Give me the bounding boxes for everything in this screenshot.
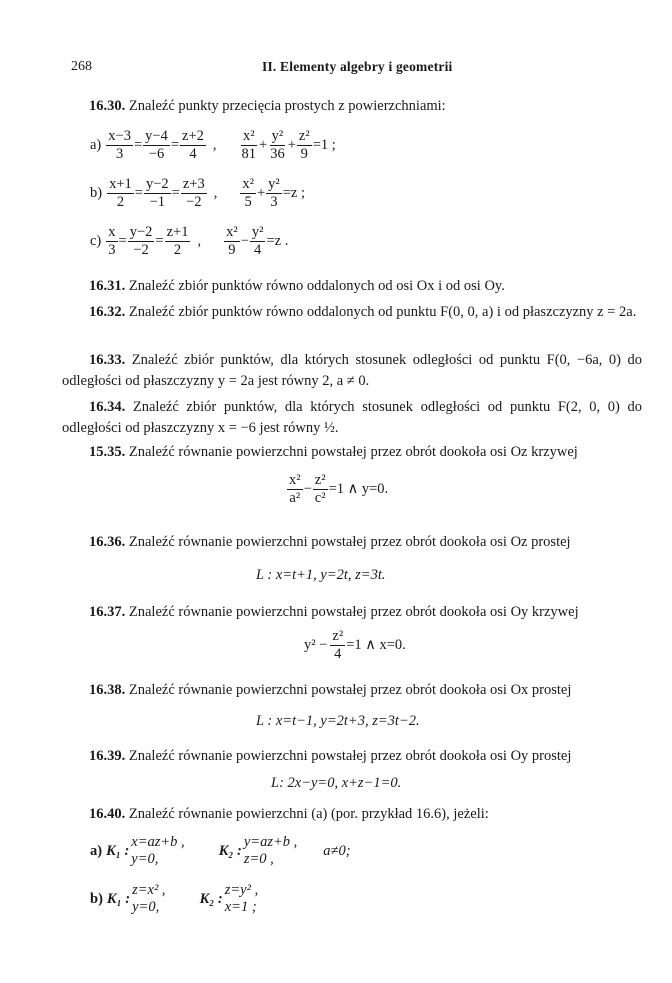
fraction: $\frac{y-2}{-2}$ bbox=[129, 224, 153, 258]
problem-16-32 bbox=[62, 302, 642, 323]
equation-16-38: L : x=t−1, y=2t+3, z=3t−2. bbox=[256, 713, 420, 729]
problem-number: 15.35. bbox=[89, 444, 126, 460]
fraction: $\frac{\text{x²}}{9}$ bbox=[226, 224, 238, 258]
curve-k2-system: y=az+b , z=0 , bbox=[243, 834, 298, 867]
equation-16-30-b: b) $\frac{x+1}{2}$ = $\frac{y-2}{-1}$ = $\frac{z+3}{-2}$ , $\frac{\text{x²}}{5}$ + $\frac{\text{y²}}{3}$ =z ; bbox=[90, 176, 306, 210]
problem-text: Znaleźć równanie powierzchni powstałej przez obrót dookoła osi Oy prostej bbox=[128, 748, 572, 764]
problem-16-30 bbox=[62, 96, 642, 117]
equation-16-36: L : x=t+1, y=2t, z=3t. bbox=[256, 567, 386, 583]
curve-k1-system: z=x² , y=0, bbox=[132, 882, 166, 915]
running-title: II. Elementy algebry i geometrii bbox=[262, 59, 453, 74]
fraction: $\frac{\text{x²}}{5}$ bbox=[242, 176, 254, 210]
problem-number: 16.37. bbox=[89, 604, 126, 620]
fraction: $\frac{\text{z²}}{4}$ bbox=[332, 628, 344, 662]
problem-text: Znaleźć zbiór punktów, dla których stosunek odległości od punktu F(2, 0, 0) do odległości od płaszczyzny x = −6 jest równy ½. bbox=[62, 399, 642, 436]
fraction: $\frac{y-4}{-6}$ bbox=[145, 128, 168, 162]
fraction: $\frac{\text{y²}}{4}$ bbox=[251, 224, 264, 258]
problem-number: 16.32. bbox=[89, 304, 126, 320]
equation-16-40-b bbox=[90, 882, 258, 916]
fraction: $\frac{\text{y²}}{3}$ bbox=[268, 176, 280, 210]
problem-number: 16.38. bbox=[89, 682, 126, 698]
problem-16-40 bbox=[62, 804, 642, 825]
problem-text: Znaleźć zbiór punktów równo oddalonych od osi Ox i od osi Oy. bbox=[128, 278, 505, 294]
problem-text: Znaleźć punkty przecięcia prostych z powierzchniami: bbox=[128, 98, 446, 114]
problem-text: Znaleźć równanie powierzchni powstałej przez obrót dookoła osi Oy krzywej bbox=[128, 604, 579, 620]
problem-16-33 bbox=[62, 350, 642, 392]
condition: a≠0; bbox=[323, 842, 351, 859]
problem-text: Znaleźć równanie powierzchni (a) (por. przykład 16.6), jeżeli: bbox=[128, 806, 489, 822]
problem-15-35 bbox=[62, 442, 642, 463]
fraction: $\frac{\text{x²}}{81}$ bbox=[241, 128, 257, 162]
problem-number: 16.34. bbox=[89, 399, 126, 415]
item-label: b) bbox=[90, 185, 103, 201]
fraction: $\frac{z+1}{2}$ bbox=[166, 224, 189, 258]
fraction: $\frac{x-3}{3}$ bbox=[108, 128, 131, 162]
equation-16-40-a bbox=[90, 834, 351, 868]
problem-text: Znaleźć równanie powierzchni powstałej przez obrót dookoła osi Oz prostej bbox=[128, 534, 571, 550]
problem-16-39 bbox=[62, 746, 642, 767]
problem-16-36 bbox=[62, 532, 642, 553]
fraction: $\frac{\text{x²}}{\text{a²}}$ bbox=[289, 472, 301, 506]
fraction: $\frac{x+1}{2}$ bbox=[109, 176, 132, 210]
fraction: $\frac{\text{z²}}{9}$ bbox=[298, 128, 310, 162]
item-label: a) bbox=[90, 842, 103, 859]
item-label: c) bbox=[90, 233, 102, 249]
problem-number: 16.39. bbox=[89, 748, 126, 764]
problem-number: 16.40. bbox=[89, 806, 126, 822]
problem-number: 16.33. bbox=[89, 352, 126, 368]
equation-16-37: y² − $\frac{\text{z²}}{4}$ =1 ∧ x=0. bbox=[304, 628, 406, 662]
problem-16-38 bbox=[62, 680, 642, 701]
equation-15-35: $\frac{\text{x²}}{\text{a²}}$ − $\frac{\text{z²}}{\text{c²}}$ =1 ∧ y=0. bbox=[289, 472, 389, 506]
problem-text: Znaleźć równanie powierzchni powstałej przez obrót dookoła osi Oz krzywej bbox=[128, 444, 578, 460]
curve-k1-label: K₁ : bbox=[106, 890, 131, 907]
page-number: 268 bbox=[71, 59, 92, 74]
problem-text: Znaleźć równanie powierzchni powstałej przez obrót dookoła osi Ox prostej bbox=[128, 682, 572, 698]
fraction: $\frac{z+3}{-2}$ bbox=[182, 176, 205, 210]
problem-16-31 bbox=[62, 276, 642, 297]
fraction: $\frac{y-2}{-1}$ bbox=[145, 176, 169, 210]
curve-k1-label: K₁ : bbox=[106, 842, 130, 859]
problem-number: 16.36. bbox=[89, 534, 126, 550]
problem-text: Znaleźć zbiór punktów, dla których stosunek odległości od punktu F(0, −6a, 0) do odległości od płaszczyzny y = 2a jest równy 2, a ≠ 0. bbox=[62, 352, 643, 389]
fraction: $\frac{\text{y²}}{36}$ bbox=[270, 128, 285, 162]
problem-16-34 bbox=[62, 397, 642, 439]
problem-number: 16.31. bbox=[89, 278, 126, 294]
item-label: b) bbox=[90, 890, 103, 907]
problem-text: Znaleźć zbiór punktów równo oddalonych od punktu F(0, 0, a) i od płaszczyzny z = 2a. bbox=[128, 304, 637, 320]
curve-k2-label: K₂ : bbox=[218, 842, 242, 859]
equation-16-39: L: 2x−y=0, x+z−1=0. bbox=[271, 775, 402, 791]
fraction: $\frac{x}{3}$ bbox=[108, 224, 116, 258]
problem-number: 16.30. bbox=[89, 98, 126, 114]
problem-16-37 bbox=[62, 602, 642, 623]
curve-k2-system: z=y² , x=1 ; bbox=[224, 882, 259, 915]
curve-k2-label: K₂ : bbox=[199, 890, 223, 907]
equation-16-30-c: c) $\frac{x}{3}$ = $\frac{y-2}{-2}$ = $\frac{z+1}{2}$ , $\frac{\text{x²}}{9}$ − $\frac{\text{y²}}{4}$ =z . bbox=[90, 224, 289, 258]
curve-k1-system: x=az+b , y=0, bbox=[131, 834, 185, 867]
fraction: $\frac{\text{z²}}{\text{c²}}$ bbox=[314, 472, 326, 506]
equation-16-30-a: a) $\frac{x-3}{3}$ = $\frac{y-4}{-6}$ = $\frac{z+2}{4}$ , $\frac{\text{x²}}{81}$ + $\frac{\text{y²}}{36}$ + $\frac{\text{z²}}{9}$ =1 ; bbox=[90, 128, 336, 162]
item-label: a) bbox=[90, 137, 102, 153]
fraction: $\frac{z+2}{4}$ bbox=[182, 128, 204, 162]
